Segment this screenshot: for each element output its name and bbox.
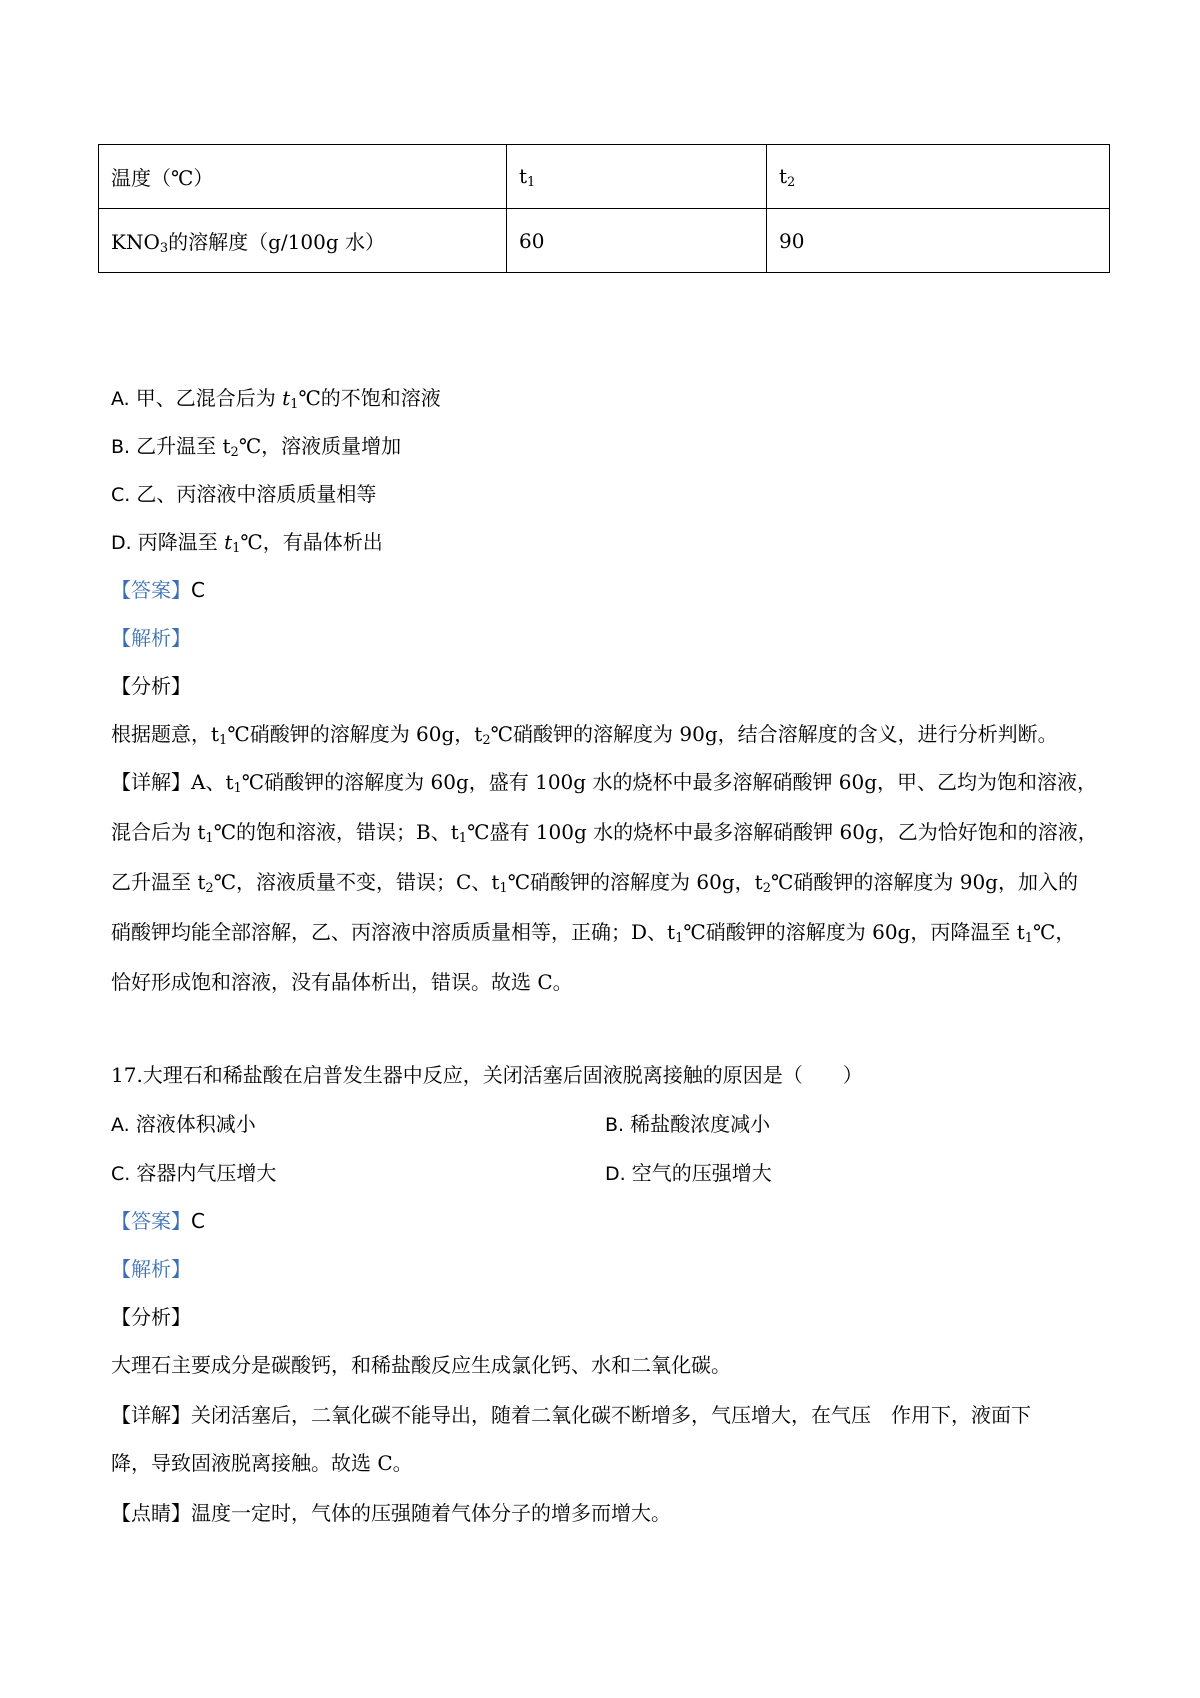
option-c: C. 容器内气压增大 [111,1161,277,1185]
fenxi-text: 根据题意，$t_1℃$硝酸钾的溶解度为 60g，$t_2℃$硝酸钾的溶解度为 90g，结合溶解度的含义，进行分析判断。 [111,722,1058,748]
answer-line: 【答案】C [111,578,205,602]
option-c: C. 乙、丙溶液中溶质质量相等 [111,482,377,506]
table-row [99,145,1110,209]
option-b: B. 乙升温至 $t_2℃$，溶液质量增加 [111,434,402,460]
detail-line-3: 乙升温至 $t_2℃$，溶液质量不变，错误；C、$t_1℃$硝酸钾的溶解度为 60g，$t_2℃$硝酸钾的溶解度为 90g，加入的 [111,870,1078,896]
option-b: B. 稀盐酸浓度减小 [605,1112,771,1136]
answer-tag: 【答案】 [111,1209,191,1233]
fenxi-tag: 【分析】 [111,1305,191,1329]
option-d: D. 空气的压强增大 [605,1161,772,1185]
fenxi-tag: 【分析】 [111,674,191,698]
table-cell: 60 [507,209,767,273]
analysis-tag: 【解析】 [111,1257,191,1281]
table-cell: $t_1$ [507,145,767,209]
dianjing-line: 【点睛】温度一定时，气体的压强随着气体分子的增多而增大。 [111,1501,671,1525]
detail-line-5: 恰好形成饱和溶液，没有晶体析出，错误。故选 C。 [111,970,573,994]
question-17-stem: 17.大理石和稀盐酸在启普发生器中反应，关闭活塞后固液脱离接触的原因是（ ） [111,1063,863,1087]
table-cell: $t_2$ [767,145,1110,209]
option-d: D. 丙降温至 $t_1℃$，有晶体析出 [111,530,383,556]
detail-line-2: 混合后为 $t_1℃$的饱和溶液，错误；B、$t_1℃$盛有 100g 水的烧杯中最多溶解硝酸钾 60g，乙为恰好饱和的溶液， [111,820,1098,846]
detail-line-2: 降，导致固液脱离接触。故选 C。 [111,1451,413,1475]
answer-line: 【答案】C [111,1209,205,1233]
option-a: A. 甲、乙混合后为 $t_1℃$的不饱和溶液 [111,386,441,412]
option-a: A. 溶液体积减小 [111,1112,256,1136]
answer-tag: 【答案】 [111,578,191,602]
table-cell: 90 [767,209,1110,273]
table-cell: $KNO_3$的溶解度（g/100g 水） [99,209,507,273]
solubility-table [98,144,1110,273]
fenxi-text: 大理石主要成分是碳酸钙，和稀盐酸反应生成氯化钙、水和二氧化碳。 [111,1353,731,1377]
table-cell: 温度（℃） [99,145,507,209]
detail-line-1: 【详解】关闭活塞后，二氧化碳不能导出，随着二氧化碳不断增多，气压增大，在气压 作用下，液面下 [111,1403,1031,1427]
detail-line-1: 【详解】A、$t_1℃$硝酸钾的溶解度为 60g，盛有 100g 水的烧杯中最多溶解硝酸钾 60g，甲、乙均为饱和溶液， [111,770,1098,796]
analysis-tag: 【解析】 [111,626,191,650]
table-row [99,209,1110,273]
detail-line-4: 硝酸钾均能全部溶解，乙、丙溶液中溶质质量相等，正确；D、$t_1℃$硝酸钾的溶解度为 60g，丙降温至 $t_1℃$， [111,920,1076,946]
